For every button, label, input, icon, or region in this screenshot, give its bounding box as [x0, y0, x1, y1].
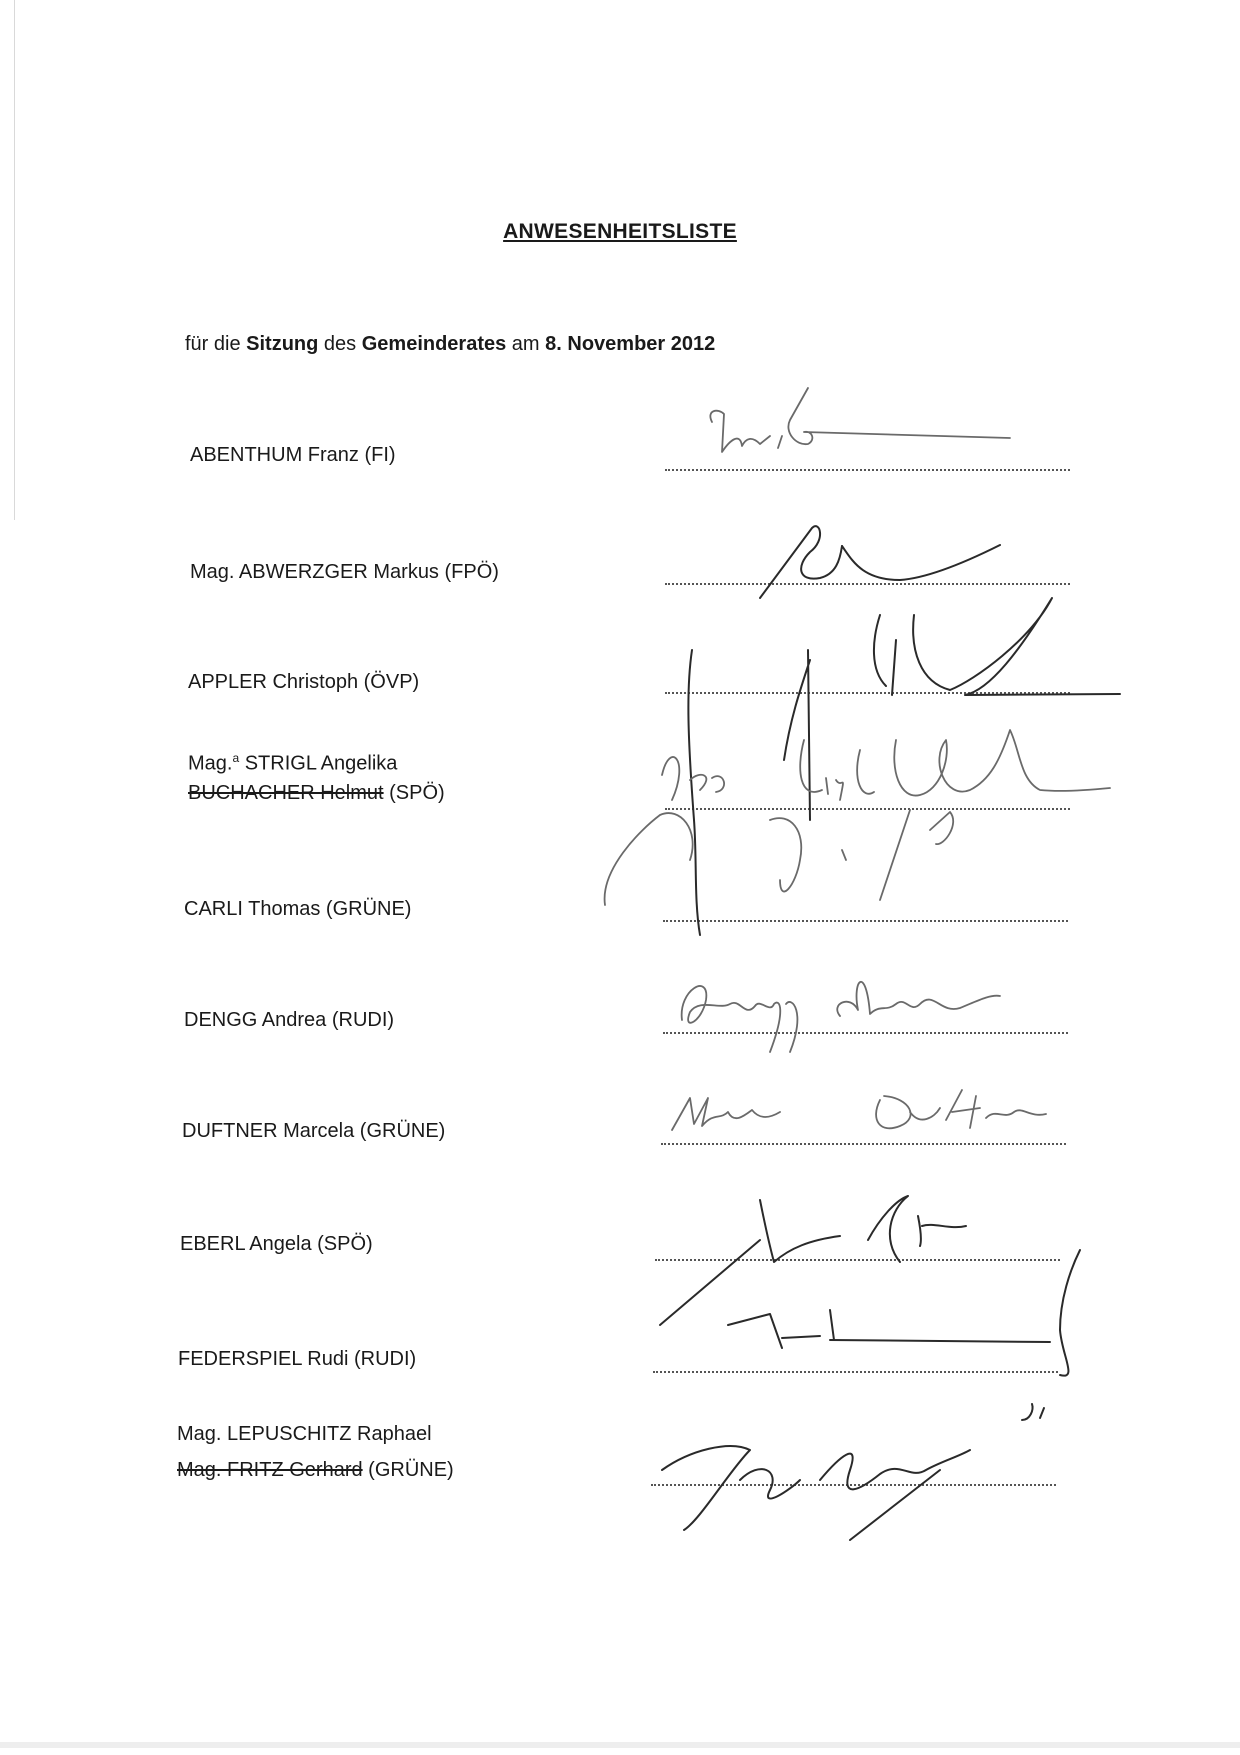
signature-federspiel: [728, 1250, 1080, 1420]
signature-line: [653, 1371, 1058, 1373]
attendee-name-replaced: [177, 1456, 454, 1484]
signature-line: [651, 1484, 1056, 1486]
document-subtitle: [185, 333, 715, 356]
signature-lepuschitz: [662, 1446, 970, 1540]
attendee-name: ABENTHUM Franz (FI): [190, 444, 396, 466]
attendee-name: CARLI Thomas (GRÜNE): [184, 898, 412, 920]
struck-name: Mag. FRITZ Gerhard: [177, 1459, 363, 1481]
signature-line: [655, 1259, 1060, 1261]
signature-appler: [688, 598, 1120, 935]
signature-line: [665, 808, 1070, 810]
attendee-name: [188, 744, 397, 778]
signature-dengg: [682, 982, 1000, 1052]
subtitle-bold: Gemeinderates: [361, 333, 507, 355]
subtitle-text: für die: [185, 333, 247, 355]
signature-line: [663, 1032, 1068, 1034]
signature-abenthum: [710, 388, 1010, 452]
signature-abwerzger: [760, 526, 1000, 598]
signature-strigl: [605, 730, 1110, 905]
signature-line: [661, 1143, 1066, 1145]
page-edge-bottom: [0, 1742, 1240, 1748]
signature-line: [663, 920, 1068, 922]
signature-line: [665, 692, 1070, 694]
attendee-title-sup: a: [232, 751, 240, 765]
subtitle-text: des: [318, 333, 362, 355]
attendee-name: Mag. ABWERZGER Markus (FPÖ): [190, 561, 499, 583]
attendee-name: Mag. LEPUSCHITZ Raphael: [177, 1423, 432, 1445]
signature-duftner: [672, 1090, 1046, 1130]
attendee-name: EBERL Angela (SPÖ): [180, 1233, 373, 1255]
page-edge: [14, 0, 15, 520]
struck-name: BUCHACHER Helmut: [188, 782, 384, 804]
signature-line: [665, 469, 1070, 471]
document-title: ANWESENHEITSLISTE: [503, 220, 737, 243]
subtitle-bold: Sitzung: [246, 333, 319, 355]
signature-line: [665, 583, 1070, 585]
subtitle-text: am: [506, 333, 546, 355]
attendee-title: Mag.: [188, 752, 233, 775]
attendee-name: APPLER Christoph (ÖVP): [188, 671, 420, 693]
attendee-name-replaced: [188, 779, 445, 807]
attendee-name: DENGG Andrea (RUDI): [184, 1009, 395, 1031]
subtitle-date: 8. November 2012: [545, 333, 716, 355]
attendee-name: FEDERSPIEL Rudi (RUDI): [178, 1348, 417, 1370]
party-label: (GRÜNE): [362, 1459, 454, 1481]
attendee-name: DUFTNER Marcela (GRÜNE): [182, 1120, 446, 1142]
party-label: (SPÖ): [383, 782, 445, 804]
attendee-name-text: STRIGL Angelika: [239, 752, 398, 775]
